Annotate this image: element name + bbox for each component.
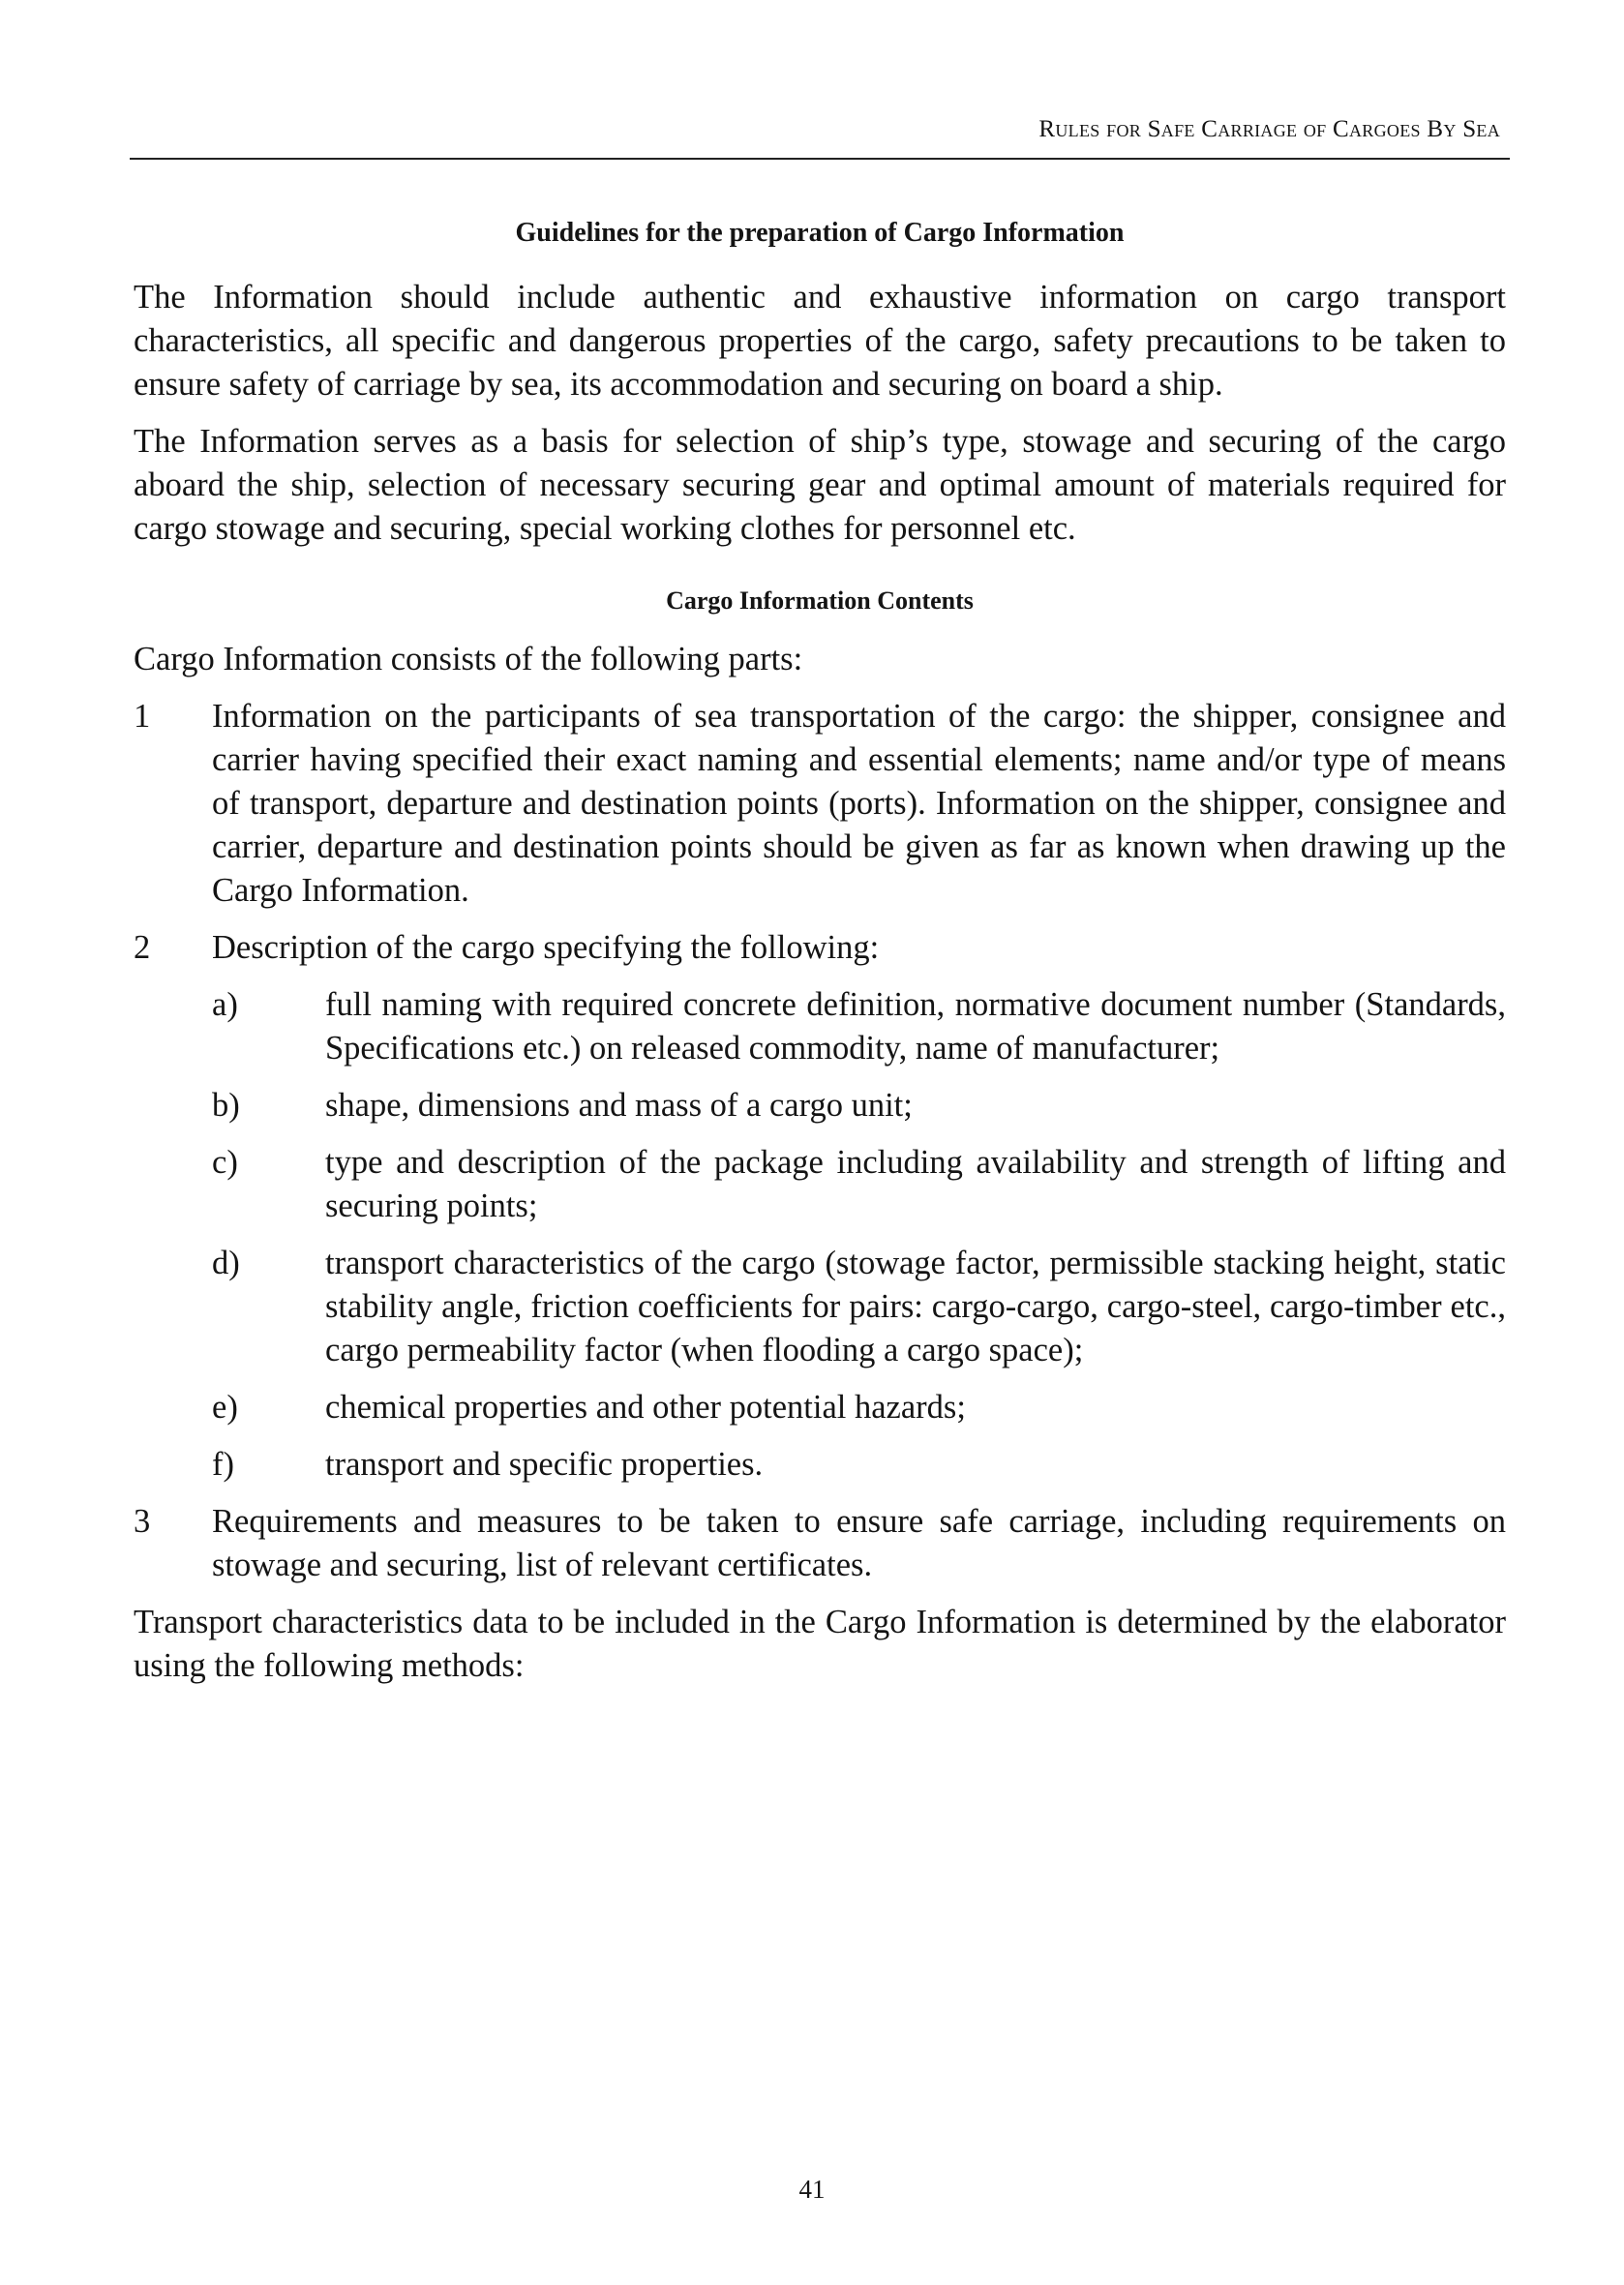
list-item-3 [134,1500,1506,1587]
sub-item-text: type and description of the package including availability and strength of lifting and securing points; [325,1144,1506,1224]
header-rule [130,158,1510,160]
sub-item-a [212,983,1506,1070]
sub-item-letter: d) [212,1245,240,1281]
list-item-number: 2 [134,929,151,966]
sub-item-text: shape, dimensions and mass of a cargo unit; [325,1087,913,1124]
sub-item-letter: a) [212,986,238,1023]
list-item-text: Description of the cargo specifying the following: [212,929,880,966]
sub-item-letter: f) [212,1446,234,1483]
sub-item-d [212,1242,1506,1372]
list-item-2 [134,926,1506,970]
sub-item-text: transport and specific properties. [325,1446,764,1483]
list-item-number: 1 [134,698,151,735]
list-item-text: Information on the participants of sea transportation of the cargo: the shipper, consignee and carrier having specified their exact naming and essential elements; name and/or type of means of transport, departure and destination points (ports). Information on the shipper, consignee and carrier, departure and destination points should be given as far as known when drawing up the Cargo Information. [212,698,1506,909]
sub-item-letter: e) [212,1389,238,1426]
sub-list [134,983,1506,1487]
contents-intro: Cargo Information consists of the following parts: [134,641,803,677]
sub-item-e [212,1386,1506,1429]
list-item-text: Requirements and measures to be taken to ensure safe carriage, including requirements on stowage and securing, list of relevant certificates. [212,1503,1506,1583]
contents-title: Cargo Information Contents [666,586,974,615]
paragraph-information-purpose: The Information serves as a basis for selection of ship’s type, stowage and securing of the cargo aboard the ship, selection of necessary securing gear and optimal amount of materials required for cargo stowage and securing, special working clothes for personnel etc. [134,423,1506,547]
sub-item-letter: c) [212,1144,238,1181]
sub-item-f [212,1443,1506,1487]
sub-item-c [212,1141,1506,1228]
paragraph-information-scope: The Information should include authentic and exhaustive information on cargo transport characteristics, all specific and dangerous properties of the cargo, safety precautions to be taken to ensure safety of carriage by sea, its accommodation and securing on board a ship. [134,279,1506,403]
sub-item-text: transport characteristics of the cargo (stowage factor, permissible stacking height, static stability angle, friction coefficients for pairs: cargo-cargo, cargo-steel, cargo-timber etc., cargo permeability factor (when flooding a cargo space); [325,1245,1506,1368]
sub-item-text: full naming with required concrete definition, normative document number (Standards, Specifications etc.) on released commodity, name of manufacturer; [325,986,1506,1067]
page-content [134,216,1506,1701]
list-item-1 [134,695,1506,913]
list-item-number: 3 [134,1503,151,1540]
sub-item-letter: b) [212,1087,240,1124]
sub-item-text: chemical properties and other potential hazards; [325,1389,966,1426]
paragraph-closing: Transport characteristics data to be included in the Cargo Information is determined by the elaborator using the following methods: [134,1604,1506,1684]
section-title: Guidelines for the preparation of Cargo Information [515,218,1125,248]
page-number: 41 [798,2175,826,2204]
sub-item-b [212,1084,1506,1127]
running-header: Rules for Safe Carriage of Cargoes By Sea [1038,116,1500,142]
